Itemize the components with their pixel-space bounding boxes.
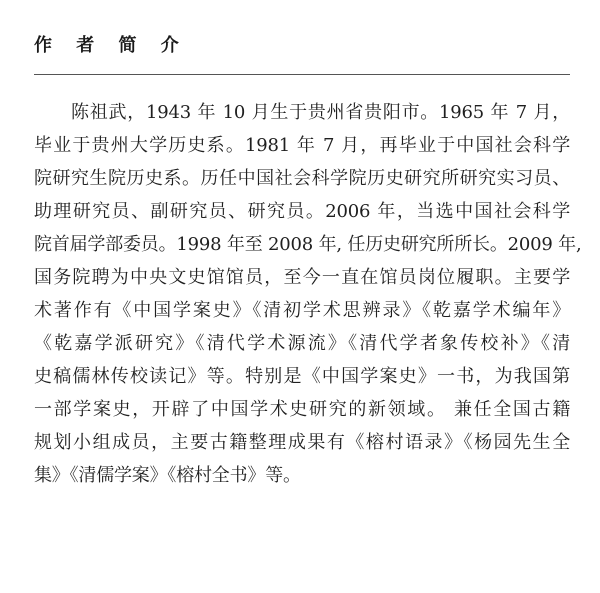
bio-line: 助理研究员、副研究员、研究员。2006 年，当选中国社会科学 — [34, 201, 570, 222]
bio-line: 院首届学部委员。1998 年至 2008 年, 任历史研究所所长。2009 年, — [34, 234, 582, 255]
bio-line: 《乾嘉学派研究》《清代学术源流》《清代学者象传校补》《清 — [34, 333, 570, 354]
bio-line: 毕业于贵州大学历史系。1981 年 7 月，再毕业于中国社会科学 — [34, 135, 570, 156]
heading-divider — [34, 74, 570, 75]
bio-line: 术著作有《中国学案史》《清初学术思辨录》《乾嘉学术编年》 — [34, 300, 570, 321]
section-heading: 作 者 简 介 — [34, 35, 188, 56]
bio-line: 史稿儒林传校读记》等。特别是《中国学案史》一书，为我国第 — [34, 366, 570, 387]
bio-line: 一部学案史，开辟了中国学术史研究的新领域。 兼任全国古籍 — [34, 399, 570, 420]
bio-line: 陈祖武，1943 年 10 月生于贵州省贵阳市。1965 年 7 月， — [71, 102, 570, 123]
bio-line: 规划小组成员，主要古籍整理成果有《榕村语录》《杨园先生全 — [34, 432, 570, 453]
bio-line: 集》《清儒学案》《榕村全书》等。 — [34, 465, 301, 486]
bio-line: 院研究生院历史系。历任中国社会科学院历史研究所研究实习员、 — [34, 168, 570, 189]
bio-line: 国务院聘为中央文史馆馆员，至今一直在馆员岗位履职。主要学 — [34, 267, 570, 288]
bio-paragraph — [34, 96, 582, 492]
